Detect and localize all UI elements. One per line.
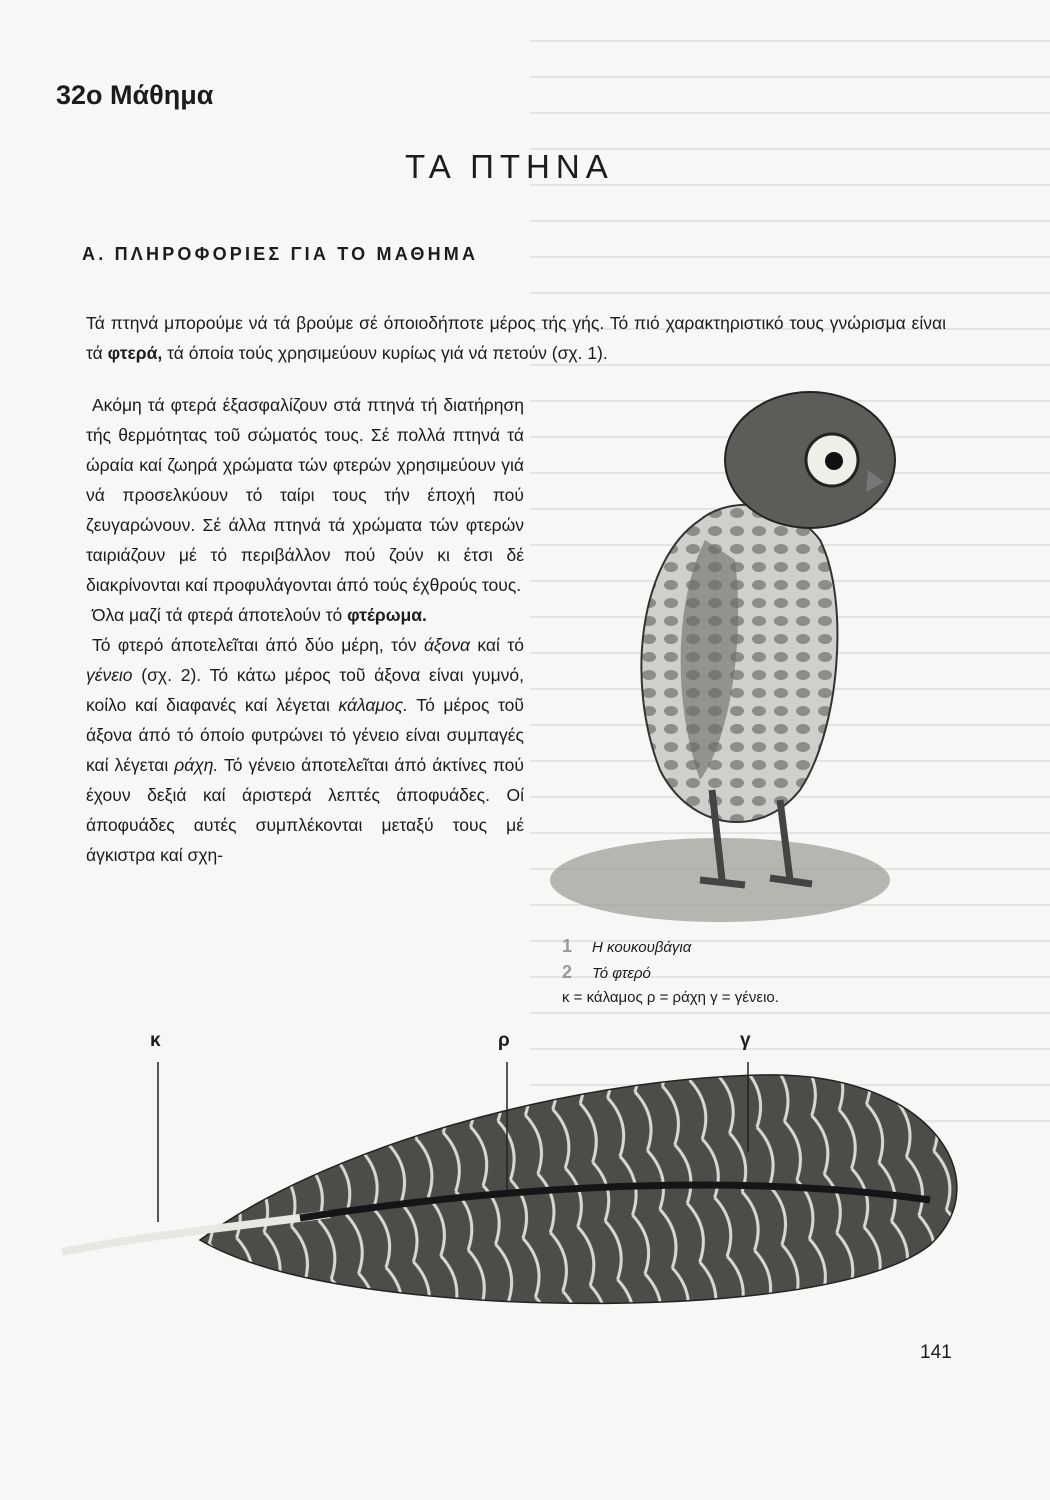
p3-b: καί τό bbox=[469, 635, 524, 655]
section-heading: Α. ΠΛΗΡΟΦΟΡΙΕΣ ΓΙΑ ΤΟ ΜΑΘΗΜΑ bbox=[82, 244, 479, 264]
label-calamus: κ bbox=[150, 1030, 161, 1051]
caption-owl: Η κουκουβάγια bbox=[592, 939, 692, 956]
caption-feather: Τό φτερό bbox=[592, 965, 651, 982]
paragraph-feathers-functions: Ακόμη τά φτερά έξασφαλίζουν στά πτηνά τή διατήρηση τής θερμότητας τοῦ σώματός τους. Σέ πολλά πτηνά τά ώραία καί ζωηρά χρώματα τών φτερών χρησιμεύουν γιά νά προσελκύουν τό ταίρι τους τήν έποχή πού ζευγαρώνουν. Σέ άλλα πτηνά τά χρώματα τών φτερών ταιριάζουν μέ τό περιβάλλον πού ζούν κι έτσι δέ διακρίνονται καί προφυλάγονται άπό τούς έχθρούς τους. bbox=[86, 395, 524, 595]
p3-axis: άξονα bbox=[423, 635, 470, 655]
lesson-number: 32ο Μάθημα bbox=[56, 80, 214, 110]
p3-vane: γένειο bbox=[86, 665, 133, 685]
caption-number-1: 1 bbox=[562, 936, 573, 956]
caption-legend: κ = κάλαμος ρ = ράχη γ = γένειο. bbox=[562, 989, 779, 1006]
p3-e: Τό γένειο άποτελεῖται άπό άκτίνες πού έχουν δεξιά καί άριστερά λεπτές άποφυάδες. Οί άποφυάδες αυτές συμπλέκονται μεταξύ τους μέ άγκιστρα καί σχη- bbox=[86, 755, 524, 865]
page-title: ΤΑ ΠΤΗΝΑ bbox=[405, 148, 614, 185]
intro-bold: φτερά, bbox=[107, 343, 163, 363]
intro-text-end: τά όποία τούς χρησιμεύουν κυρίως γιά νά πετούν (σχ. 1). bbox=[162, 343, 608, 363]
p3-d: Τό μέρος τοῦ άξονα άπό τό όποίο φυτρώνει τό γένειο είναι συμπαγές καί λέγεται bbox=[86, 695, 524, 775]
label-rachis: ρ bbox=[498, 1030, 510, 1051]
p3-rachis: ράχη. bbox=[174, 755, 219, 775]
p3-a: Τό φτερό άποτελεῖται άπό δύο μέρη, τόν bbox=[92, 635, 424, 655]
label-vane: γ bbox=[740, 1030, 751, 1051]
p3-c: (σχ. 2). Τό κάτω μέρος τοῦ άξονα είναι γυμνό, κοίλο καί διαφανές καί λέγεται bbox=[86, 665, 524, 715]
p2-bold: φτέρωμα. bbox=[347, 605, 427, 625]
p3-calamus: κάλαμος. bbox=[338, 695, 409, 715]
p2-text: Όλα μαζί τά φτερά άποτελούν τό bbox=[92, 605, 348, 625]
intro-text: Τά πτηνά μπορούμε νά τά βρούμε σέ όποιοδήποτε μέρος τής γής. Τό πιό χαρακτηριστικό τους γνώρισμα είναι τά bbox=[86, 313, 946, 363]
page-number: 141 bbox=[920, 1342, 952, 1363]
caption-number-2: 2 bbox=[562, 962, 573, 982]
